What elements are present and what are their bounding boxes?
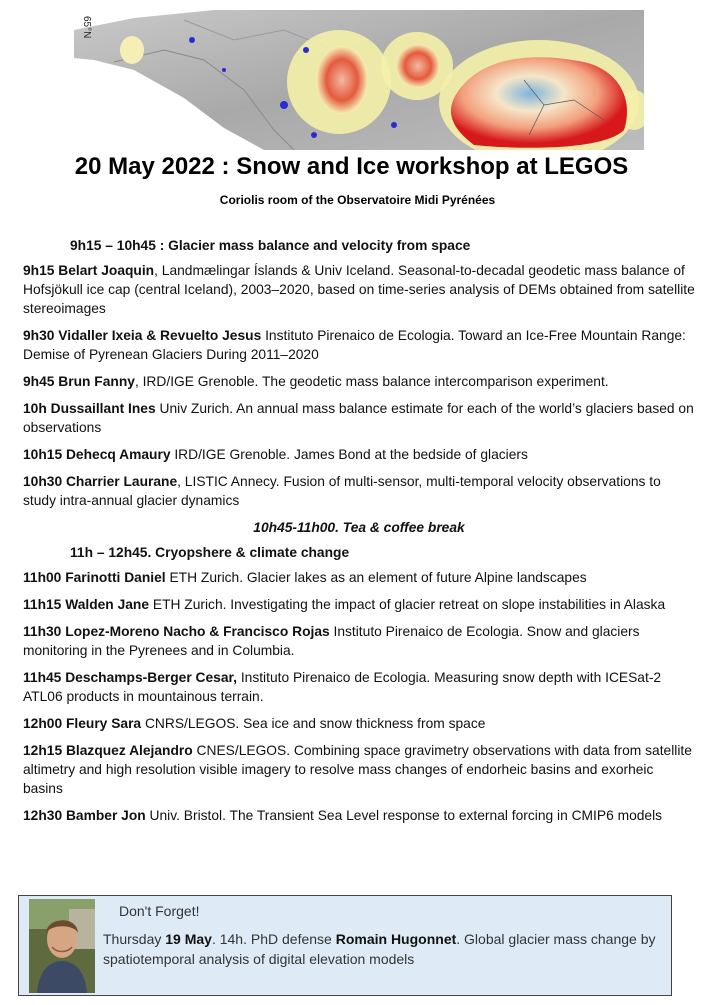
talk-details: , Landmælingar Íslands & Univ Iceland. Seasonal-to-decadal geodetic mass balance of Hofsjökull ice cap (central Iceland), 2003–2020, based on time-series analysis of DEMs obtained from satellite stereoimages [23, 263, 695, 316]
talk-details: Instituto Pirenaico de Ecologia. Measuring snow depth with ICESat-2 ATL06 products in mountainous terrain. [23, 670, 662, 704]
map-latitude-label: 65°N [81, 16, 92, 39]
talk-speaker: 12h15 Blazquez Alejandro [23, 743, 193, 758]
talk-speaker: 9h30 Vidaller Ixeia & Revuelto Jesus [23, 328, 262, 343]
talk-item [23, 668, 695, 706]
talk-item [23, 261, 695, 318]
talk-item [23, 372, 695, 391]
talk-item [23, 806, 695, 825]
reminder-text-part: . Global glacier mass change by spatiotemporal analysis of digital elevation models [103, 931, 656, 967]
talk-item [23, 472, 695, 510]
talk-details: CNES/LEGOS. Combining space gravimetry observations with data from satellite altimetry and high resolution visible imagery to resolve mass changes of endorheic basins and exorheic basins [23, 743, 692, 796]
talk-details: Instituto Pirenaico de Ecologia. Snow and glaciers monitoring in the Pyrenees and in Columbia. [23, 624, 640, 658]
talk-details: ETH Zurich. Investigating the impact of glacier retreat on slope instabilities in Alaska [149, 597, 666, 612]
talk-details: , LISTIC Annecy. Fusion of multi-sensor, multi-temporal velocity observations to study intra-annual glacier dynamics [23, 474, 661, 508]
talk-item [23, 741, 695, 798]
reminder-text [103, 929, 668, 969]
talk-speaker: 10h Dussaillant Ines [23, 401, 156, 416]
talk-item [23, 595, 695, 614]
talk-speaker: 12h30 Bamber Jon [23, 808, 146, 823]
talk-speaker: 9h15 Belart Joaquin [23, 263, 155, 278]
talk-speaker: 11h30 Lopez-Moreno Nacho & Francisco Rojas [23, 624, 330, 639]
talk-item [23, 568, 695, 587]
talk-speaker: 11h00 Farinotti Daniel [23, 570, 166, 585]
map-graphic [74, 10, 644, 150]
reminder-box [18, 895, 672, 996]
iceland-glacier-map [74, 10, 644, 150]
reminder-text-part: . 14h. PhD defense [211, 931, 336, 947]
talk-speaker: 11h45 Deschamps-Berger Cesar, [23, 670, 237, 685]
talk-details: Instituto Pirenaico de Ecologia. Toward an Ice-Free Mountain Range: Demise of Pyrenean Glaciers During 2011–2020 [23, 328, 686, 362]
talk-speaker: 10h30 Charrier Laurane [23, 474, 178, 489]
talk-details: ETH Zurich. Glacier lakes as an element of future Alpine landscapes [165, 570, 587, 585]
venue: Coriolis room of the Observatoire Midi Pyrénées [219, 193, 496, 207]
coffee-break: 10h45-11h00. Tea & coffee break [253, 520, 465, 535]
reminder-heading: Don't Forget! [119, 903, 200, 919]
defense-candidate: Romain Hugonnet [335, 931, 457, 947]
talk-item [23, 622, 695, 660]
talk-details: Univ. Bristol. The Transient Sea Level response to external forcing in CMIP6 models [145, 808, 663, 823]
reminder-text-part: Thursday [103, 931, 166, 947]
talk-item [23, 445, 695, 464]
defense-date: 19 May [165, 931, 212, 947]
talk-item [23, 399, 695, 437]
program [23, 236, 695, 833]
talk-details: , IRD/IGE Grenoble. The geodetic mass balance intercomparison experiment. [134, 374, 609, 389]
page-title: 20 May 2022 : Snow and Ice workshop at LEGOS [74, 153, 629, 180]
session-heading-1: 9h15 – 10h45 : Glacier mass balance and velocity from space [70, 238, 471, 253]
session-heading-2: 11h – 12h45. Cryopshere & climate change [70, 545, 350, 560]
talk-details: CNRS/LEGOS. Sea ice and snow thickness from space [141, 716, 486, 731]
portrait-graphic [29, 899, 95, 993]
talk-speaker: 11h15 Walden Jane [23, 597, 150, 612]
talk-item [23, 714, 695, 733]
talk-speaker: 10h15 Dehecq Amaury [23, 447, 171, 462]
talk-item [23, 326, 695, 364]
speaker-photo [29, 899, 95, 993]
talk-speaker: 9h45 Brun Fanny [23, 374, 135, 389]
talk-speaker: 12h00 Fleury Sara [23, 716, 142, 731]
talk-details: IRD/IGE Grenoble. James Bond at the bedside of glaciers [170, 447, 528, 462]
talk-details: Univ Zurich. An annual mass balance estimate for each of the world’s glaciers based on observations [23, 401, 694, 435]
